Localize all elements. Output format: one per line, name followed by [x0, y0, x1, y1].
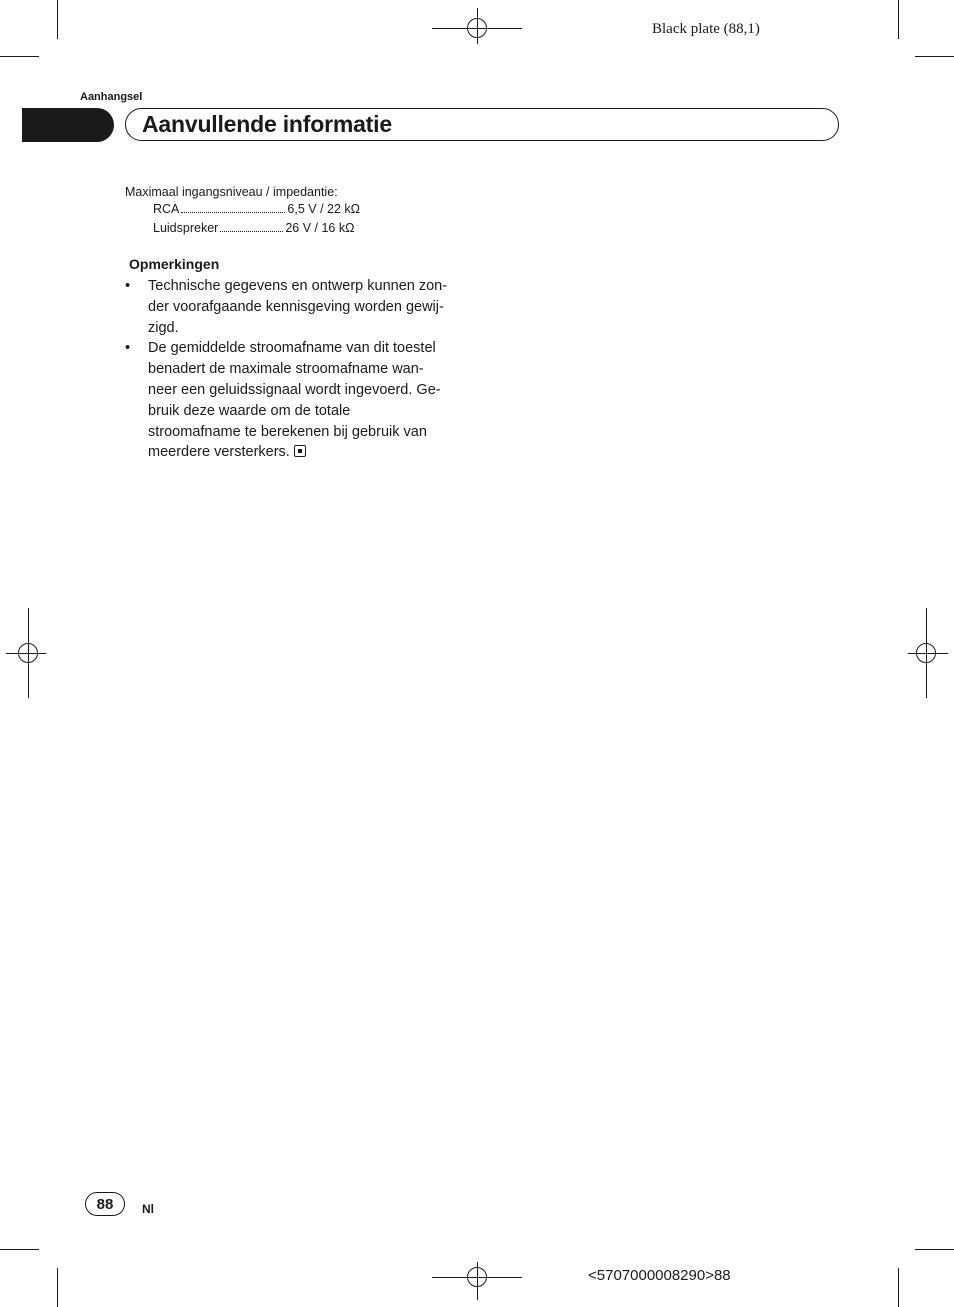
- barcode-text: <5707000008290>88: [588, 1267, 731, 1284]
- note-line-last: [148, 442, 467, 463]
- note-line: De gemiddelde stroomafname van dit toestel: [148, 340, 436, 357]
- bullet-icon: •: [125, 278, 131, 294]
- page-number: 88: [85, 1192, 125, 1216]
- spec-row-luidspreker: [153, 221, 354, 235]
- language-code: Nl: [142, 1202, 154, 1216]
- spec-label: Luidspreker: [153, 221, 219, 235]
- note-line: neer een geluidssignaal wordt ingevoerd. Ge-: [148, 381, 441, 398]
- note-line: bruik deze waarde om de totale: [148, 402, 351, 419]
- leader-dots: [181, 211, 285, 213]
- notes-title: Opmerkingen: [129, 256, 220, 272]
- notes-list: [122, 276, 467, 463]
- note-line: benadert de maximale stroomafname wan-: [148, 361, 424, 378]
- plate-info: Black plate (88,1): [652, 21, 760, 37]
- note-line: zigd.: [148, 319, 179, 336]
- spec-value: 26 V / 16 kΩ: [285, 221, 355, 235]
- section-label: Aanhangsel: [80, 91, 143, 103]
- note-line: meerdere versterkers.: [148, 444, 290, 461]
- section-tab-marker: [22, 108, 114, 142]
- note-line: Technische gegevens en ontwerp kunnen zon-: [148, 278, 448, 294]
- page-title: Aanvullende informatie: [142, 111, 392, 137]
- spec-label: RCA: [153, 202, 180, 216]
- spec-row-rca: [153, 202, 360, 216]
- list-item: [122, 276, 467, 338]
- spec-heading: Maximaal ingangsniveau / impedantie:: [125, 185, 338, 199]
- end-of-section-icon: [294, 445, 306, 457]
- note-line: der voorafgaande kennisgeving worden gewij-: [148, 298, 444, 315]
- leader-dots: [220, 230, 283, 232]
- note-line: stroomafname te berekenen bij gebruik van: [148, 423, 427, 440]
- bullet-icon: •: [125, 340, 131, 357]
- spec-value: 6,5 V / 22 kΩ: [287, 202, 360, 216]
- list-item: [122, 338, 467, 463]
